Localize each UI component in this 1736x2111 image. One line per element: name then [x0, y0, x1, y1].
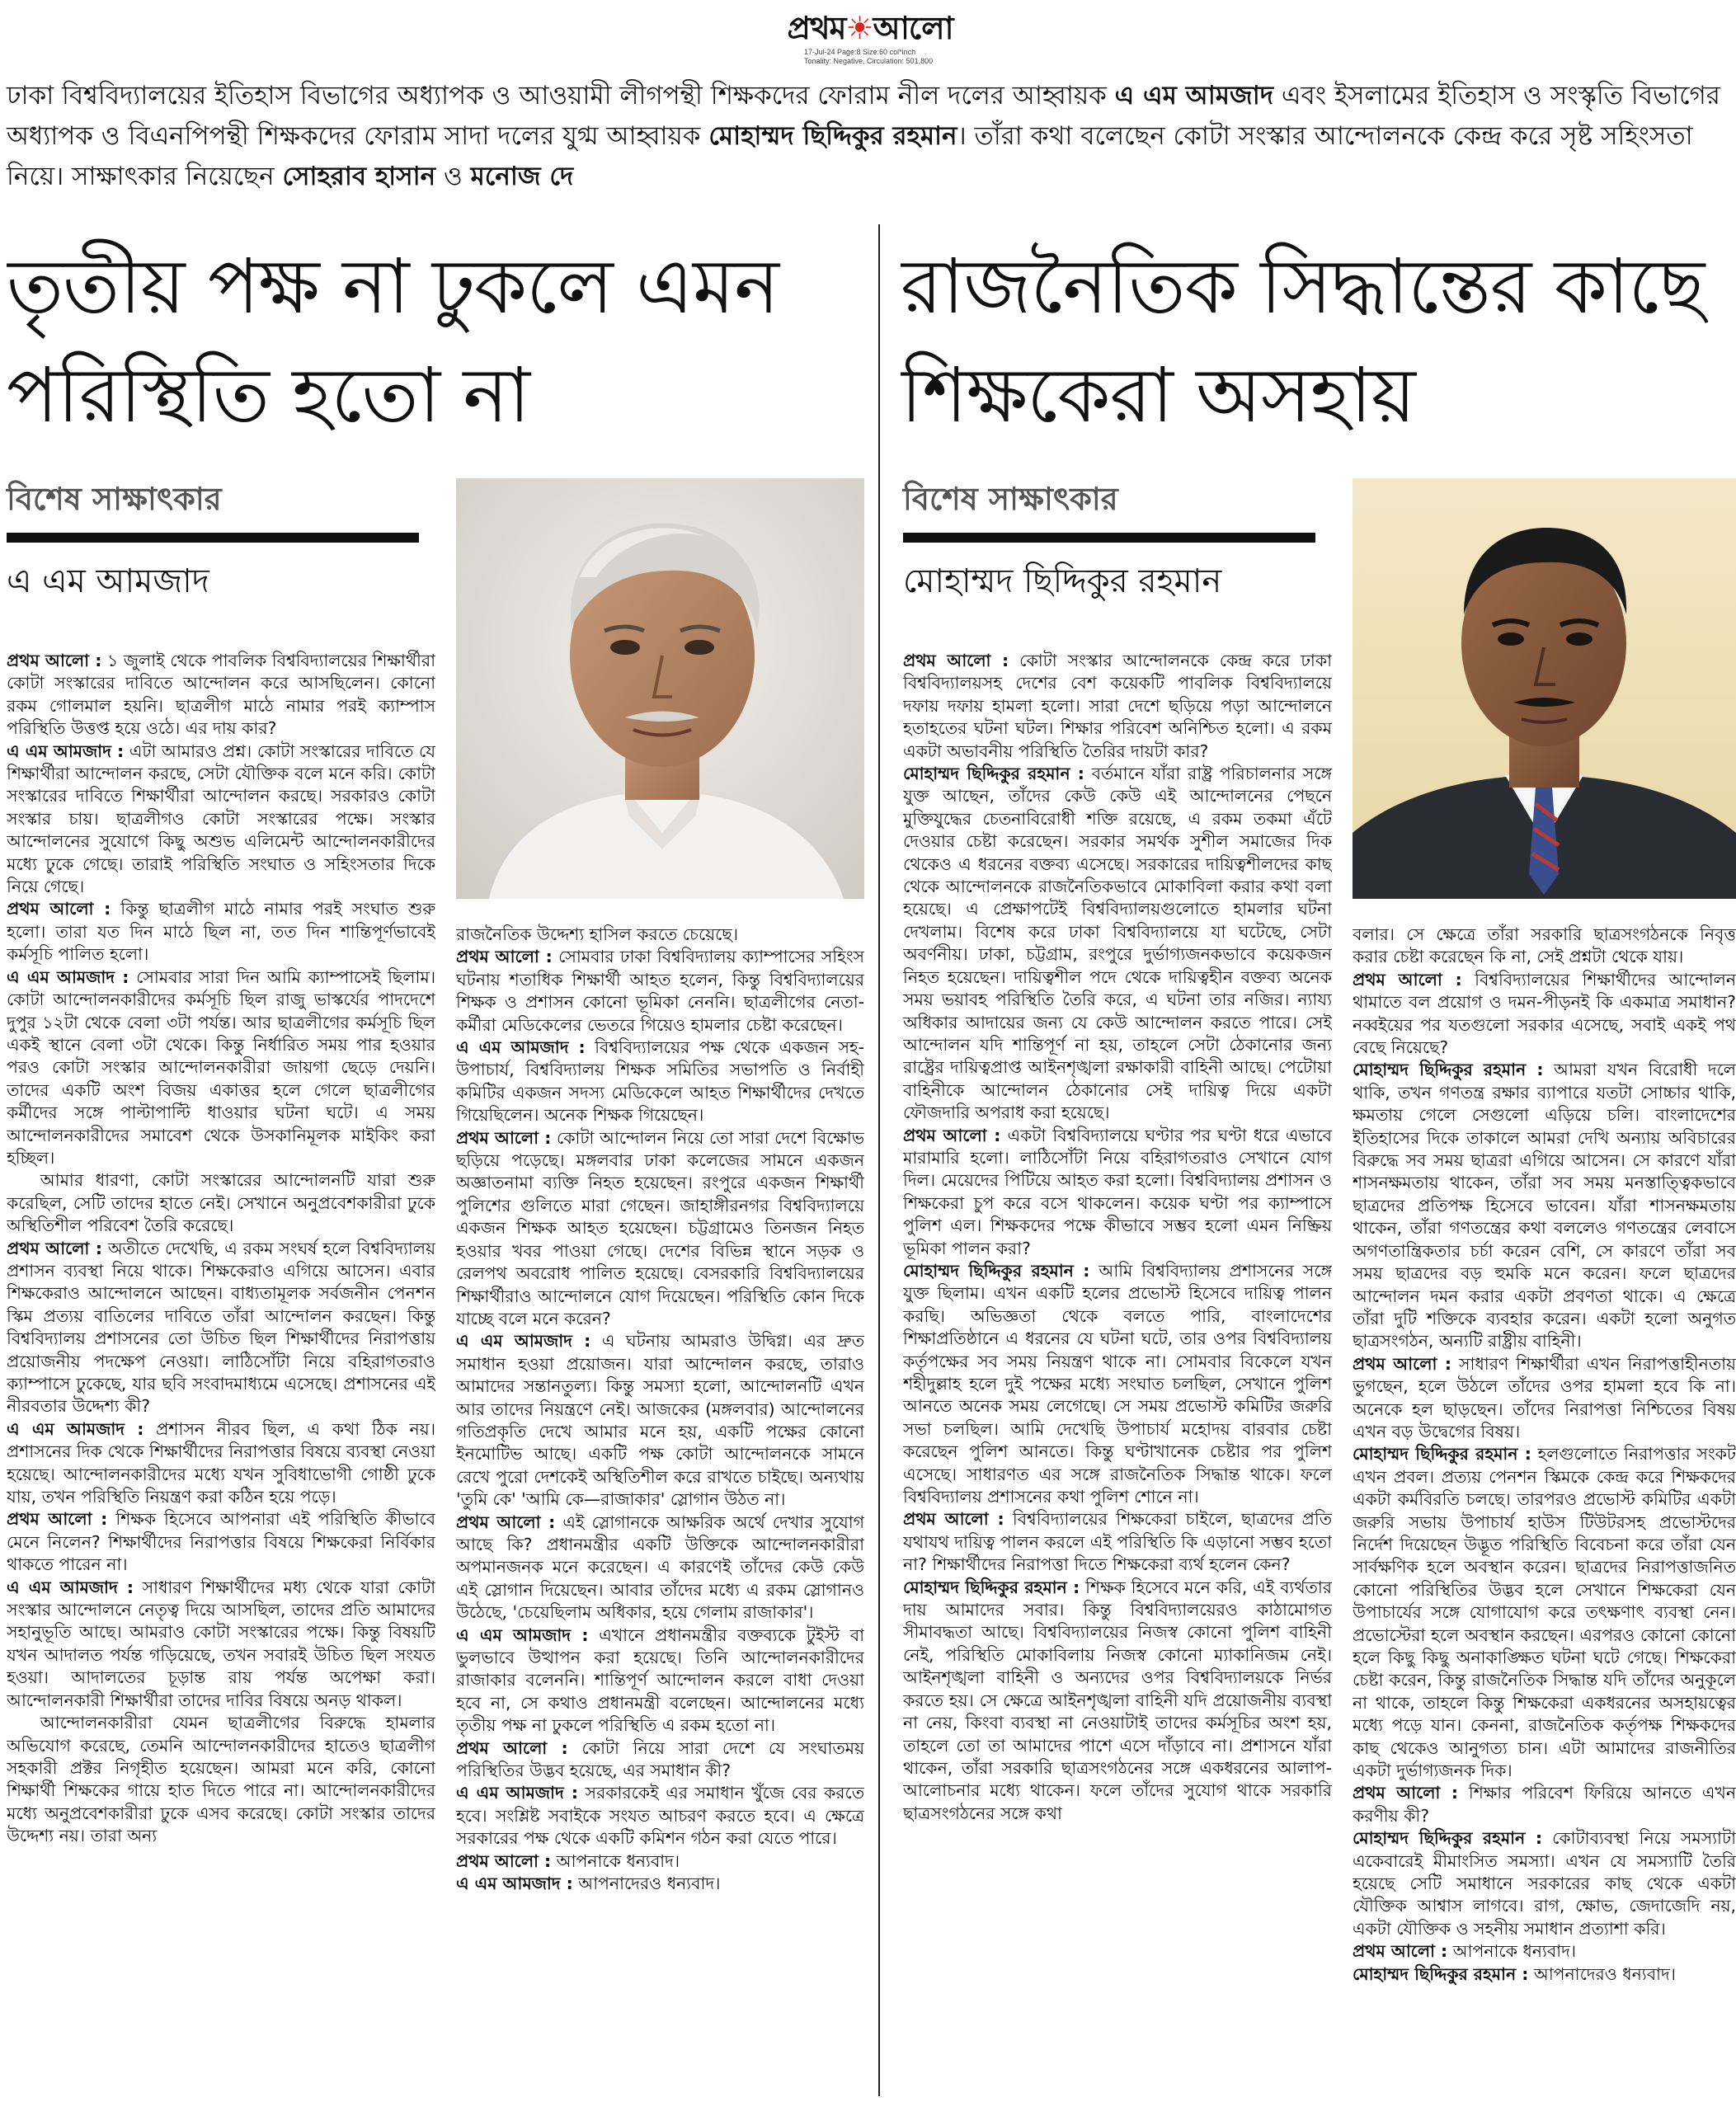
interview-paragraph: [456, 1624, 864, 1737]
speaker-label: এ এম আমজাদ :: [7, 1577, 134, 1597]
interview-text: কোটাব্যবস্থা নিয়ে সমস্যাটা একেবারেই মীমাংসিত সমস্যা। এখন যে সমস্যাটি তৈরি হয়েছে সেটি সমাধানে সরকারের কাছ থেকে একটা যৌক্তিক আশ্বাস লাগবে। রাগ, ক্ষোভ, জেদাজেদি নয়, একটা যৌক্তিক ও সহনীয় সমাধান প্রত্যাশা করি।: [1353, 1828, 1736, 1939]
interview-paragraph: [7, 1577, 435, 1712]
right-interview-column-1: [903, 650, 1332, 2103]
interview-text: সাধারণ শিক্ষার্থীরা এখন নিরাপত্তাহীনতায় ভুগছেন, হলে উঠলে তাঁদের ওপর হামলা হবে কি না। অনেকে হল ছাড়ছেন। তাঁদের নিরাপত্তা নিশ্চিতের বিষয় এখন বড় উদ্বেগের বিষয়।: [1353, 1353, 1736, 1441]
interview-paragraph: [7, 966, 435, 1170]
interview-paragraph: [1353, 1059, 1736, 1352]
interview-text: হলগুলোতে নিরাপত্তার সংকট এখন প্রবল। প্রত্যয় পেনশন স্কিমকে কেন্দ্র করে শিক্ষকদের একটা কর্মবিরতি চলছে। তারপরও প্রভোস্ট কমিটির একটা জরুরি সভায় উপাচার্য হাউস টিউটরসহ প্রভোস্টদের নির্দেশ দিয়েছেন উদ্ভূত পরিস্থিতি বিবেচনা করে তাঁরা যেন সার্বক্ষণিক হলে অবস্থান করেন। ছাত্রদের নিরাপত্তাজনিত কোনো পরিস্থিতির উদ্ভব হলে সেখানে শিক্ষকেরা যেন উপাচার্যের সঙ্গে যোগাযোগ করে তৎক্ষণাৎ ব্যবস্থা নেন। প্রভোস্টেরা হলে অবস্থান করছেন। এরপরও কোনো কোনো হলে কিছু কিছু অনাকাঙ্ক্ষিত ঘটনা ঘটে গেছে। শিক্ষকেরা চেষ্টা করেন, কিন্তু রাজনৈতিক সিদ্ধান্ত যদি তাঁদের অনুকূলে না থাকে, তাহলে কিন্তু শিক্ষকেরা একধরনের অসহায়ত্বের মধ্যে পড়ে যান। কেননা, রাজনৈতিক কর্তৃপক্ষ শিক্ষকদের কাছ থেকেও আনুগত্য চান। এটা আমাদের রাজনীতির একটা দুর্ভাগ্যজনক দিক।: [1353, 1444, 1736, 1781]
interview-paragraph: [456, 1037, 864, 1127]
speaker-label: প্রথম আলো :: [456, 1737, 568, 1758]
interview-text: শিক্ষক হিসেবে আপনারা এই পরিস্থিতি কীভাবে মেনে নিলেন? শিক্ষার্থীদের নিরাপত্তার বিষয়ে শিক্ষকেরা নির্বিকার থাকতে পারেন না।: [7, 1509, 435, 1575]
interview-paragraph: [7, 1418, 435, 1509]
clipping-meta: [771, 48, 969, 66]
right-interview-column-2: [1353, 924, 1736, 2103]
interview-text: আমি বিশ্ববিদ্যালয় প্রশাসনের সঙ্গে যুক্ত ছিলাম। এখন একটি হলের প্রভোস্ট হিসেবে দায়িত্ব পালন করছি। অভিজ্ঞতা থেকে বলতে পারি, বাংলাদেশের শিক্ষাপ্রতিষ্ঠানে এ ধরনের যে ঘটনা ঘটে, তার ওপর বিশ্ববিদ্যালয় কর্তৃপক্ষের সব সময় নিয়ন্ত্রণ থাকে না। সোমবার বিকেলে যখন শহীদুল্লাহ হলে দুই পক্ষের মধ্যে সংঘাত চলছিল, সেখানে পুলিশ আনতে অনেক সময় লেগেছে। সে সময় প্রভোস্ট কমিটির জরুরি সভা চলছিল। আমি দেখেছি উপাচার্য মহোদয় বারবার চেষ্টা করেছেন পুলিশ আনতে। কিন্তু ঘণ্টাখানেক চেষ্টার পর পুলিশ এসেছে। সাধারণত এর সঙ্গে রাজনৈতিক সিদ্ধান্ত থাকে। ফলে বিশ্ববিদ্যালয় প্রশাসনের কথা পুলিশ শোনে না।: [903, 1260, 1332, 1507]
interview-text: ১ জুলাই থেকে পাবলিক বিশ্ববিদ্যালয়ের শিক্ষার্থীরা কোটা সংস্কারের দাবিতে আন্দোলন করে আসছিলেন। কোনো রকম গোলমাল হয়নি। ছাত্রলীগ মাঠে নামার পরই ক্যাম্পাস পরিস্থিতি উত্তপ্ত হয়ে ওঠে। এর দায় কার?: [7, 651, 435, 739]
interview-text: কিন্তু ছাত্রলীগ মাঠে নামার পরই সংঘাত শুরু হলো। তারা যত দিন মাঠে ছিল না, তত দিন শান্তিপূর্ণভাবেই কর্মসূচি পালিত হলো।: [7, 899, 435, 965]
interview-text: অতীতে দেখেছি, এ রকম সংঘর্ষ হলে বিশ্ববিদ্যালয় প্রশাসন ব্যবস্থা নিয়ে থাকে। শিক্ষকেরাও এগিয়ে আসেন। এবার শিক্ষকেরাও আন্দোলনে আছেন। বাধ্যতামূলক সর্বজনীন পেনশন স্কিম প্রত্যয় বাতিলের দাবিতে তাঁরা আন্দোলন করছেন। কিন্তু বিশ্ববিদ্যালয় প্রশাসনের তো উচিত ছিল শিক্ষার্থীদের নিরাপত্তায় প্রয়োজনীয় পদক্ষেপ নেওয়া। লাঠিসোঁটা নিয়ে বহিরাগতরাও ক্যাম্পাসে ঢুকেছে, যার ছবি সংবাদমাধ্যমে এসেছে। প্রশাসনের এই নীরবতার উদ্দেশ্য কী?: [7, 1238, 435, 1417]
interview-paragraph: [1353, 1443, 1736, 1782]
right-headline-line1: রাজনৈতিক সিদ্ধান্তের কাছে: [901, 242, 1705, 331]
interview-paragraph: [456, 1873, 864, 1895]
interview-text: আপনাকে ধন্যবাদ।: [1447, 1941, 1577, 1962]
speaker-label: মোহাম্মদ ছিদ্দিকুর রহমান :: [903, 1260, 1090, 1281]
right-kicker-bar: [903, 533, 1315, 543]
interview-paragraph: [1353, 1782, 1736, 1827]
interview-text: বিশ্ববিদ্যালয়ের শিক্ষকেরা চাইলে, ছাত্রদের প্রতি যথাযথ দায়িত্ব পালন করলে এই পরিস্থিতি কি এড়ানো সম্ভব হতো না? শিক্ষার্থীদের নিরাপত্তা দিতে শিক্ষকেরা ব্যর্থ হলেন কেন?: [903, 1509, 1332, 1575]
interview-text: সোমবার ঢাকা বিশ্ববিদ্যালয় ক্যাম্পাসের সহিংস ঘটনায় শতাধিক শিক্ষার্থী আহত হলেন, কিন্তু বিশ্ববিদ্যালয়ের শিক্ষক ও প্রশাসন কোনো ভূমিকা নেননি। ছাত্রলীগের নেতা-কর্মীরা মেডিকেলের ভেতরে গিয়েও হামলার চেষ্টা করেছেন।: [456, 947, 864, 1035]
speaker-label: এ এম আমজাদ :: [456, 1331, 591, 1352]
intro-paragraph: ঢাকা বিশ্ববিদ্যালয়ের ইতিহাস বিভাগের অধ্যাপক ও আওয়ামী লীগপন্থী শিক্ষকদের ফোরাম নীল দলের আহ্বায়ক এ এম আমজাদ এবং ইসলামের ইতিহাস ও সংস্কৃতি বিভাগের অধ্যাপক ও বিএনপিপন্থী শিক্ষকদের ফোরাম সাদা দলের যুগ্ম আহ্বায়ক মোহাম্মদ ছিদ্দিকুর রহমান। তাঁরা কথা বলেছেন কোটা সংস্কার আন্দোলনকে কেন্দ্র করে সৃষ্ট সহিংসতা নিয়ে। সাক্ষাৎকার নিয়েছেন সোহরাব হাসান ও মনোজ দে: [7, 81, 1720, 191]
interview-paragraph: [1353, 1353, 1736, 1444]
speaker-label: প্রথম আলো :: [7, 651, 102, 670]
interview-text: রাজনৈতিক উদ্দেশ্য হাসিল করতে চেয়েছে।: [456, 924, 738, 944]
interview-text: আমরা যখন বিরোধী দলে থাকি, তখন গণতন্ত্র রক্ষার ব্যাপারে যতটা সোচ্চার থাকি, ক্ষমতায় গেলে সেগুলো এড়িয়ে চলি। বাংলাদেশের ইতিহাসের দিকে তাকালে আমরা দেখি অন্যায় অবিচারের বিরুদ্ধে সব সময় ছাত্ররা এগিয়ে আসেন। সে কারণে যাঁরা শাসনক্ষমতায় থাকেন, তাঁরা সব সময় মনস্তাত্ত্বিকভাবে ছাত্রদের প্রতিপক্ষ হিসেবে ভাবেন। যাঁরা শাসনক্ষমতায় থাকেন, তাঁরা গণতন্ত্রের কথা বললেও গণতন্ত্রের লেবাসে অগণতান্ত্রিকতার চর্চা করেন বেশি, সে কারণে তাঁরা সব সময় ছাত্রদের বড় হুমকি মনে করেন। ফলে ছাত্রদের আন্দোলন দমন করার একটা প্রবণতা থাকে। এ ক্ষেত্রে তাঁরা দুটি শক্তিকে ব্যবহার করেন। একটা হলো অনুগত ছাত্রসংগঠন, অন্যটি রাষ্ট্রীয় বাহিনী।: [1353, 1060, 1736, 1352]
interview-paragraph: [456, 1737, 864, 1783]
interview-paragraph: [1353, 1963, 1736, 1986]
portrait-siddiqur-rahman: [1353, 478, 1736, 899]
left-interview-column-2: [456, 924, 864, 2103]
interview-text: একটা বিশ্ববিদ্যালয়ে ঘণ্টার পর ঘণ্টা ধরে এভাবে মারামারি হলো। লাঠিসোঁটা নিয়ে বহিরাগতরাও সেখানে যোগ দিল। মেয়েদের পিটিয়ে আহত করা হলো। বিশ্ববিদ্যালয় প্রশাসন ও শিক্ষকেরা চুপ করে বসে থাকলেন। কয়েক ঘণ্টা পর ক্যাম্পাসে পুলিশ এল। শিক্ষকদের পক্ষে কীভাবে সম্ভব হলো এমন নিষ্ক্রিয় ভূমিকা পালন করা?: [903, 1125, 1332, 1258]
interview-text: কোটা আন্দোলন নিয়ে তো সারা দেশে বিক্ষোভ ছড়িয়ে পড়েছে। মঙ্গলবার ঢাকা কলেজের সামনে একজন অজ্ঞাতনামা ব্যক্তি নিহত হয়েছেন। রংপুরে একজন শিক্ষার্থী পুলিশের গুলিতে মারা গেছেন। জাহাঙ্গীরনগর বিশ্ববিদ্যালয়ে একজন শিক্ষক আহত হয়েছেন। চট্টগ্রামেও তিনজন নিহত হওয়ার খবর পাওয়া গেছে। দেশের বিভিন্ন স্থানে সড়ক ও রেলপথ অবরোধ পালিত হয়েছে। বেসরকারি বিশ্ববিদ্যালয়ের শিক্ষার্থীরাও আন্দোলনে যোগ দিয়েছেন। পরিস্থিতি কোন দিকে যাচ্ছে বলে মনে করেন?: [456, 1127, 864, 1328]
speaker-label: প্রথম আলো :: [903, 1509, 1004, 1530]
speaker-label: প্রথম আলো :: [456, 1127, 552, 1148]
interview-paragraph: [7, 1169, 435, 1237]
interview-text: আমার ধারণা, কোটা সংস্কারের আন্দোলনটি যারা শুরু করেছিল, সেটি তাদের হাতে নেই। সেখানে অনুপ্রবেশকারীরা ঢুকে অস্থিতিশীল পরিবেশ তৈরি করেছে।: [7, 1170, 435, 1236]
interview-text: এখানে প্রধানমন্ত্রীর বক্তব্যকে টুইস্ট বা ভুলভাবে উত্থাপন করা হয়েছে। তিনি আন্দোলনকারীদের রাজাকার বলেননি। শান্তিপূর্ণ আন্দোলন করলে বাধা দেওয়া হবে না, সে কথাও প্রধানমন্ত্রী বলেছেন। আন্দোলনের মধ্যে তৃতীয় পক্ষ না ঢুকলে পরিস্থিতি এ রকম হতো না।: [456, 1624, 864, 1736]
interview-text: এ ঘটনায় আমরাও উদ্বিগ্ন। এর দ্রুত সমাধান হওয়া প্রয়োজন। যারা আন্দোলন করছে, তারাও আমাদের সন্তানতুল্য। কিন্তু সমস্যা হলো, আন্দোলনটি এখন আর তাদের নিয়ন্ত্রণে নেই। আজকের (মঙ্গলবার) আন্দোলনের গতিপ্রকৃতি দেখে আমার মনে হয়, একটি পক্ষের কোনো ইনমোটিভ আছে। একটি পক্ষ কোটা আন্দোলনকে সামনে রেখে পুরো দেশকেই অস্থিতিশীল করে রাখতে চাইছে। অন্যথায় 'তুমি কে' 'আমি কে—রাজাকার' স্লোগান উঠত না।: [456, 1331, 864, 1510]
clipping-meta-line2: Tonality: Negative, Circulation: 501,800: [804, 57, 934, 65]
speaker-label: প্রথম আলো :: [903, 1125, 1001, 1145]
left-kicker: বিশেষ সাক্ষাৎকার: [7, 481, 222, 517]
speaker-label: প্রথম আলো :: [1353, 1783, 1458, 1803]
interview-text: এই স্লোগানকে আক্ষরিক অর্থে দেখার সুযোগ আছে কি? প্রধানমন্ত্রীর একটি উক্তিকে আন্দোলনকারীরা অপমানজনক মনে করেছেন। এ কারণেই তাঁদের কেউ কেউ এই স্লোগান দিয়েছেন। আবার তাঁদের মধ্যে এ রকম স্লোগানও উঠেছে, 'চেয়েছিলাম অধিকার, হয়ে গেলাম রাজাকার'।: [456, 1512, 864, 1623]
portrait-am-amzad-icon: [456, 478, 864, 899]
speaker-label: প্রথম আলো :: [903, 651, 1009, 670]
speaker-label: মোহাম্মদ ছিদ্দিকুর রহমান :: [903, 1577, 1080, 1597]
interview-paragraph: [456, 924, 864, 946]
interview-text: সাধারণ শিক্ষার্থীদের মধ্য থেকে যারা কোটা সংস্কার আন্দোলনে নেতৃত্ব দিয়ে আসছিল, তাদের প্রতি আমাদের সহানুভূতি আছে। আমরাও কোটা সংস্কারের পক্ষে। কিন্তু বিষয়টি যখন আদালত পর্যন্ত গড়িয়েছে, তখন সবারই উচিত ছিল সংযত হওয়া। আদালতের চূড়ান্ত রায় পর্যন্ত অপেক্ষা করা। আন্দোলনকারী শিক্ষার্থীরা তাদের দাবির বিষয়ে অনড় থাকল।: [7, 1577, 435, 1710]
interview-paragraph: [7, 1508, 435, 1576]
speaker-label: প্রথম আলো :: [456, 1850, 552, 1871]
interview-paragraph: [1353, 924, 1736, 969]
interview-paragraph: [1353, 1940, 1736, 1963]
interview-text: বিশ্ববিদ্যালয়ের শিক্ষার্থীদের আন্দোলন থামাতে বল প্রয়োগ ও দমন-পীড়নই কি একমাত্র সমাধান? নব্বইয়ের পর যতগুলো সরকার এসেছে, সবাই একই পথ বেছে নিয়েছে?: [1353, 969, 1736, 1058]
interview-text: সোমবার সারা দিন আমি ক্যাম্পাসেই ছিলাম। কোটা আন্দোলনকারীদের কর্মসূচি ছিল রাজু ভাস্কর্যের পাদদেশে দুপুর ১২টা থেকে বেলা ৩টা পর্যন্ত। আর ছাত্রলীগের কর্মসূচি ছিল একই স্থানে বেলা ৩টা থেকে। কিন্তু নির্ধারিত সময় পার হওয়ার পরও কোটা সংস্কার আন্দোলনকারীরা জায়গা ছেড়ে দেয়নি। তাদের একটি অংশ বিজয় একাত্তর হলে গেলে ছাত্রলীগের কর্মীদের সঙ্গে পাল্টাপাল্টি ধাওয়ার ঘটনা ঘটে। এ সময় আন্দোলনকারীদের সমাবেশ থেকে উসকানিমূলক মাইকিং করা হচ্ছিল।: [7, 966, 435, 1168]
speaker-label: প্রথম আলো :: [7, 899, 111, 919]
speaker-label: এ এম আমজাদ :: [456, 1874, 573, 1894]
portrait-am-amzad: [456, 478, 864, 899]
interview-paragraph: [1353, 969, 1736, 1060]
speaker-label: প্রথম আলো :: [1353, 969, 1462, 990]
interview-text: বিশ্ববিদ্যালয়ের পক্ষ থেকে একজন সহ-উপাচার্য, বিশ্ববিদ্যালয় শিক্ষক সমিতির সভাপতি ও নির্বাহী কমিটির একজন সদস্য মেডিকেলে আহত শিক্ষার্থীদের দেখতে গিয়েছিলেন। অনেক শিক্ষক গিয়েছেন।: [456, 1037, 864, 1126]
left-headline: [7, 233, 864, 450]
speaker-label: এ এম আমজাদ :: [456, 1037, 586, 1058]
interview-text: আপনাদেরও ধন্যবাদ।: [572, 1874, 721, 1894]
interview-paragraph: [903, 1125, 1332, 1260]
interview-text: শিক্ষার পরিবেশ ফিরিয়ে আনতে এখন করণীয় কী?: [1353, 1783, 1736, 1826]
interview-text: আপনাকে ধন্যবাদ।: [551, 1850, 680, 1871]
speaker-label: প্রথম আলো :: [456, 1512, 556, 1532]
interview-paragraph: [903, 1577, 1332, 1825]
right-headline: [901, 233, 1734, 450]
interview-paragraph: [456, 1512, 864, 1624]
interview-text: কোটা সংস্কার আন্দোলনকে কেন্দ্র করে ঢাকা বিশ্ববিদ্যালয়সহ দেশের বেশ কয়েকটি পাবলিক বিশ্ববিদ্যালয়ে দফায় দফায় হামলা হলো। সারা দেশে ছড়িয়ে পড়া আন্দোলনে হতাহতের ঘটনা ঘটল। শিক্ষার পরিবেশ অনিশ্চিত হলো। এ রকম একটা অভাবনীয় পরিস্থিতি তৈরির দায়টা কার?: [903, 651, 1332, 761]
interview-paragraph: [7, 650, 435, 740]
interview-text: সরকারকেই এর সমাধান খুঁজে বের করতে হবে। সংশ্লিষ্ট সবাইকে সংযত আচরণ করতে হবে। এ ক্ষেত্রে সরকারের পক্ষ থেকে একটি কমিশন গঠন করা যেতে পারে।: [456, 1783, 864, 1849]
interview-paragraph: [903, 650, 1332, 763]
interview-paragraph: [456, 1850, 864, 1873]
interview-paragraph: [7, 898, 435, 966]
speaker-label: এ এম আমজাদ :: [7, 1418, 144, 1439]
interview-paragraph: [1353, 1827, 1736, 1940]
masthead: [771, 8, 969, 66]
interview-paragraph: [456, 1330, 864, 1511]
interview-text: প্রশাসন নীরব ছিল, এ কথা ঠিক নয়। প্রশাসনের দিক থেকে শিক্ষার্থীদের নিরাপত্তার বিষয়ে ব্যবস্থা নেওয়া হয়েছে। আন্দোলনকারীদের মধ্যে যখন সুবিধাভোগী গোষ্ঠী ঢুকে যায়, তখন পরিস্থিতি নিয়ন্ত্রণ করা কঠিন হয়ে পড়ে।: [7, 1418, 435, 1507]
newspaper-logo: প্রথম☀আলো: [787, 10, 953, 46]
left-kicker-bar: [7, 533, 419, 543]
interview-text: আন্দোলনকারীরা যেমন ছাত্রলীগের বিরুদ্ধে হামলার অভিযোগ করেছে, তেমনি আন্দোলনকারীদের হাতেও ছাত্রলীগ সহকারী প্রক্টর নিগৃহীত হয়েছেন। আমরা মনে করি, কোনো শিক্ষার্থী শিক্ষকের গায়ে হাত দিতে পারে না। আন্দোলনকারীদের মধ্যে অনুপ্রবেশকারীরা ঢুকে এসব করেছে। কোটা সংস্কার তাদের উদ্দেশ্য নয়। তারা অন্য: [7, 1713, 435, 1846]
left-headline-line2: পরিস্থিতি হতো না: [7, 351, 530, 440]
interview-paragraph: [456, 1782, 864, 1850]
interview-paragraph: [7, 740, 435, 899]
interview-text: এটা আমারও প্রশ্ন। কোটা সংস্কারের দাবিতে যে শিক্ষার্থীরা আন্দোলন করছে, সেটা যৌক্তিক বলে মনে করি। কোটা সংস্কারের দাবিতে শিক্ষার্থীরা আন্দোলন করছে। সরকারও কোটা সংস্কার চায়। ছাত্রলীগও কোটা সংস্কারের পক্ষে। সংস্কার আন্দোলনের সুযোগে কিছু অশুভ এলিমেন্ট আন্দোলনকারীদের মধ্যে ঢুকে গেছে। তারাই পরিস্থিতি সংঘাত ও সহিংসতার দিকে নিয়ে গেছে।: [7, 740, 435, 897]
interview-paragraph: [7, 1238, 435, 1418]
speaker-label: এ এম আমজাদ :: [7, 740, 125, 761]
interview-paragraph: [7, 1712, 435, 1847]
speaker-label: মোহাম্মদ ছিদ্দিকুর রহমান :: [1353, 1444, 1531, 1465]
interview-text: বর্তমানে যাঁরা রাষ্ট্র পরিচালনার সঙ্গে যুক্ত আছেন, তাঁদের কেউ কেউ এই আন্দোলনের পেছনে মুক্তিযুদ্ধের চেতনাবিরোধী শক্তি রয়েছে, এ রকম তকমা এঁটে দেওয়ার চেষ্টা করেছেন। সরকার সমর্থক সুশীল সমাজের দিক থেকেও এ ধরনের বক্তব্য এসেছে। সরকারের দায়িত্বশীলদের কাছ থেকে আন্দোলনকে রাজনৈতিকভাবে মোকাবিলা করার কথা বলা হয়েছে। এ প্রেক্ষাপটেই বিশ্ববিদ্যালয়গুলোতে হামলার ঘটনা দেখলাম। বিশেষ করে ঢাকা বিশ্ববিদ্যালয়ে যা ঘটেছে, সেটা অবর্ণনীয়। ঢাকা, চট্টগ্রাম, রংপুরে দুর্ভাগ্যজনকভাবে কয়েকজন নিহত হয়েছেন। দায়িত্বশীল পদে থেকে দায়িত্বহীন বক্তব্য অনেক সময় ভয়াবহ পরিস্থিতি তৈরি করে, এ ঘটনা তার নজির। ন্যায্য অধিকার আদায়ের জন্য যে কেউ আন্দোলন করতে পারে। সেই আন্দোলন যদি শান্তিপূর্ণ না হয়, তাহলে সেটা ঠেকানোর জন্য রাষ্ট্রের দায়িত্বপ্রাপ্ত আইনশৃঙ্খলা রক্ষাকারী বাহিনী আছে। পেটোয়া বাহিনীকে আন্দোলন ঠেকানোর সেই দায়িত্ব দিয়ে একটা ফৌজদারি অপরাধ করা হয়েছে।: [903, 764, 1332, 1123]
interview-paragraph: [456, 946, 864, 1037]
speaker-label: এ এম আমজাদ :: [7, 966, 129, 987]
right-byline: মোহাম্মদ ছিদ্দিকুর রহমান: [903, 562, 1222, 600]
speaker-label: এ এম আমজাদ :: [456, 1783, 578, 1803]
speaker-label: এ এম আমজাদ :: [456, 1624, 589, 1645]
left-headline-line1: তৃতীয় পক্ষ না ঢুকলে এমন: [7, 242, 779, 331]
right-headline-line2: শিক্ষকেরা অসহায়: [901, 351, 1415, 440]
speaker-label: প্রথম আলো :: [7, 1238, 102, 1258]
speaker-label: মোহাম্মদ ছিদ্দিকুর রহমান :: [1353, 1060, 1544, 1080]
speaker-label: প্রথম আলো :: [1353, 1941, 1448, 1962]
right-kicker: বিশেষ সাক্ষাৎকার: [903, 481, 1118, 517]
speaker-label: প্রথম আলো :: [7, 1509, 108, 1530]
portrait-siddiqur-rahman-icon: [1353, 478, 1736, 899]
speaker-label: প্রথম আলো :: [456, 947, 553, 967]
interview-paragraph: [903, 763, 1332, 1125]
interview-text: বলার। সে ক্ষেত্রে তাঁরা সরকারি ছাত্রসংগঠনকে নিবৃত্ত করার চেষ্টা করেছেন কি না, সেই প্রশ্নটা থেকে যায়।: [1353, 924, 1736, 967]
interview-text: কোটা নিয়ে সারা দেশে যে সংঘাতময় পরিস্থিতির উদ্ভব হয়েছে, এর সমাধান কী?: [456, 1737, 864, 1781]
clipping-meta-line1: 17-Jul-24 Page:8 Size:60 col*inch: [804, 48, 916, 56]
left-interview-column-1: [7, 650, 435, 2103]
speaker-label: মোহাম্মদ ছিদ্দিকুর রহমান :: [903, 764, 1084, 784]
interview-text: শিক্ষক হিসেবে মনে করি, এই ব্যর্থতার দায় আমাদের সবার। কিন্তু বিশ্ববিদ্যালয়েরও কাঠামোগত সীমাবদ্ধতা আছে। বিশ্ববিদ্যালয়ের নিজস্ব কোনো পুলিশ বাহিনী নেই, পরিস্থিতি মোকাবিলায় নিজস্ব কোনো ম্যাকানিজম নেই। আইনশৃঙ্খলা বাহিনী ও অন্যদের ওপর বিশ্ববিদ্যালয়কে নির্ভর করতে হয়। সে ক্ষেত্রে আইনশৃঙ্খলা বাহিনী যদি প্রয়োজনীয় ব্যবস্থা না নেয়, কিংবা ব্যবস্থা না নেওয়াটাই তাদের কর্মসূচির অংশ হয়, তাহলে তো তা আমাদের পাশে এসে দাঁড়াবে না। প্রশাসনে যাঁরা থাকেন, তাঁরা সরকারি ছাত্রসংগঠনের সঙ্গে একধরনের আলাপ-আলোচনার মধ্যে থাকেন। ফলে তাঁদের সুযোগ থাকে সরকারি ছাত্রসংগঠনের সঙ্গে কথা: [903, 1577, 1332, 1823]
left-byline: এ এম আমজাদ: [7, 562, 209, 600]
interview-paragraph: [456, 1127, 864, 1331]
interview-text: আপনাদেরও ধন্যবাদ।: [1528, 1963, 1676, 1984]
speaker-label: মোহাম্মদ ছিদ্দিকুর রহমান :: [1353, 1828, 1543, 1849]
interview-paragraph: [903, 1260, 1332, 1508]
column-divider: [878, 224, 880, 2096]
speaker-label: প্রথম আলো :: [1353, 1353, 1452, 1374]
interview-paragraph: [903, 1508, 1332, 1576]
speaker-label: মোহাম্মদ ছিদ্দিকুর রহমান :: [1353, 1963, 1529, 1984]
